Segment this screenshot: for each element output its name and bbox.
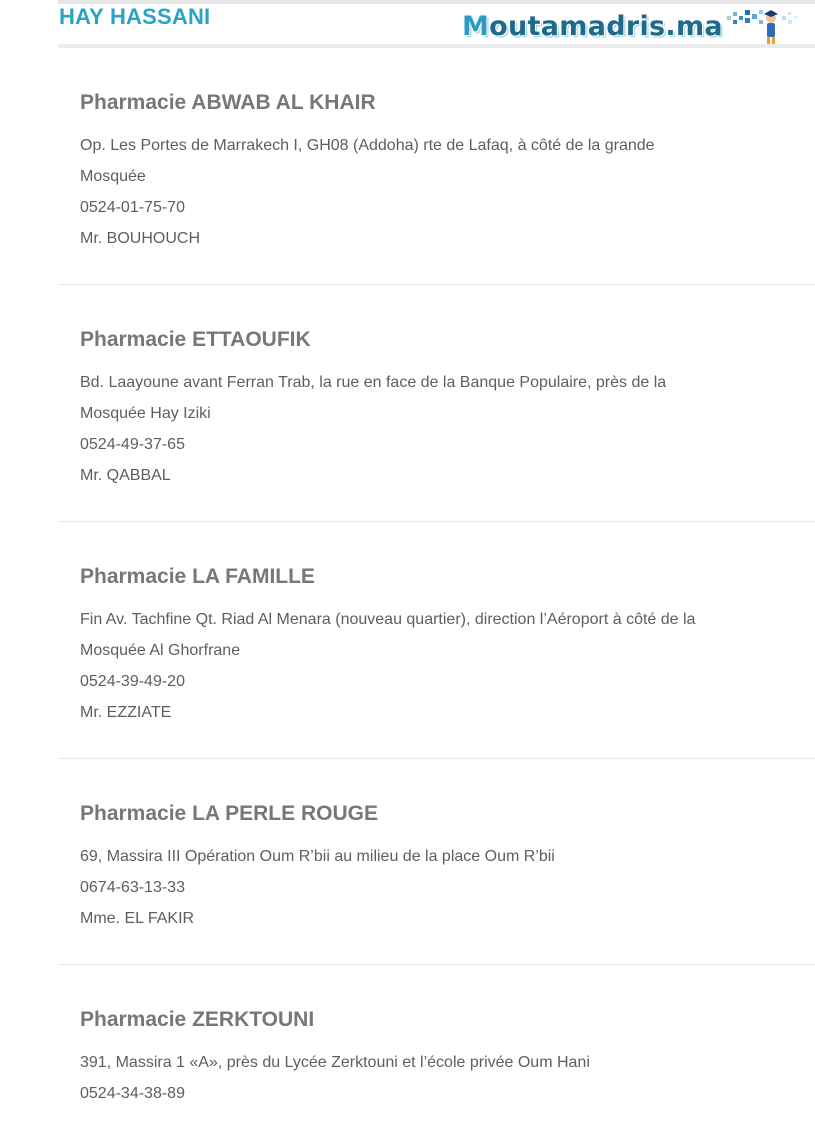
pharmacy-entry	[58, 759, 815, 965]
pharmacy-name: Pharmacie LA PERLE ROUGE	[80, 802, 378, 825]
site-logo[interactable]	[462, 6, 805, 46]
pharmacy-phone[interactable]: 0524-49-37-65	[80, 436, 185, 453]
pharmacy-owner: Mr. BOUHOUCH	[80, 230, 200, 247]
pharmacy-entry	[58, 48, 815, 285]
logo-text: Moutamadris.ma	[462, 10, 723, 42]
pharmacy-address: 391, Massira 1 «A», près du Lycée Zerktouni et l’école privée Oum Hani	[80, 1054, 590, 1071]
pharmacy-name: Pharmacie ETTAOUFIK	[80, 328, 311, 351]
pharmacy-phone[interactable]: 0674-63-13-33	[80, 879, 185, 896]
pharmacy-address: Fin Av. Tachfine Qt. Riad Al Menara (nouveau quartier), direction l’Aéroport à côté de la Mosquée Al Ghorfrane	[80, 611, 696, 659]
pharmacy-owner: Mr. EZZIATE	[80, 704, 172, 721]
pharmacy-entry	[58, 522, 815, 759]
pharmacy-owner: Mme. EL FAKIR	[80, 910, 195, 927]
pharmacy-address: 69, Massira III Opération Oum R’bii au milieu de la place Oum R’bii	[80, 848, 555, 865]
pharmacy-entry	[58, 965, 815, 1139]
pharmacy-address: Op. Les Portes de Marrakech I, GH08 (Addoha) rte de Lafaq, à côté de la grande Mosquée	[80, 137, 655, 185]
pharmacy-name: Pharmacie ABWAB AL KHAIR	[80, 91, 376, 114]
pharmacy-address: Bd. Laayoune avant Ferran Trab, la rue en face de la Banque Populaire, près de la Mosquée Hay Iziki	[80, 374, 667, 422]
pharmacy-phone[interactable]: 0524-01-75-70	[80, 199, 185, 216]
pharmacy-phone[interactable]: 0524-39-49-20	[80, 673, 185, 690]
pharmacy-name: Pharmacie ZERKTOUNI	[80, 1008, 315, 1031]
pharmacy-owner: Mr. QABBAL	[80, 467, 171, 484]
section-title: HAY HASSANI	[59, 4, 211, 29]
pharmacy-list	[58, 48, 815, 1139]
logo-graduate-icon	[725, 6, 805, 46]
pharmacy-name: Pharmacie LA FAMILLE	[80, 565, 315, 588]
pharmacy-phone[interactable]: 0524-34-38-89	[80, 1085, 185, 1102]
pharmacy-entry	[58, 285, 815, 522]
